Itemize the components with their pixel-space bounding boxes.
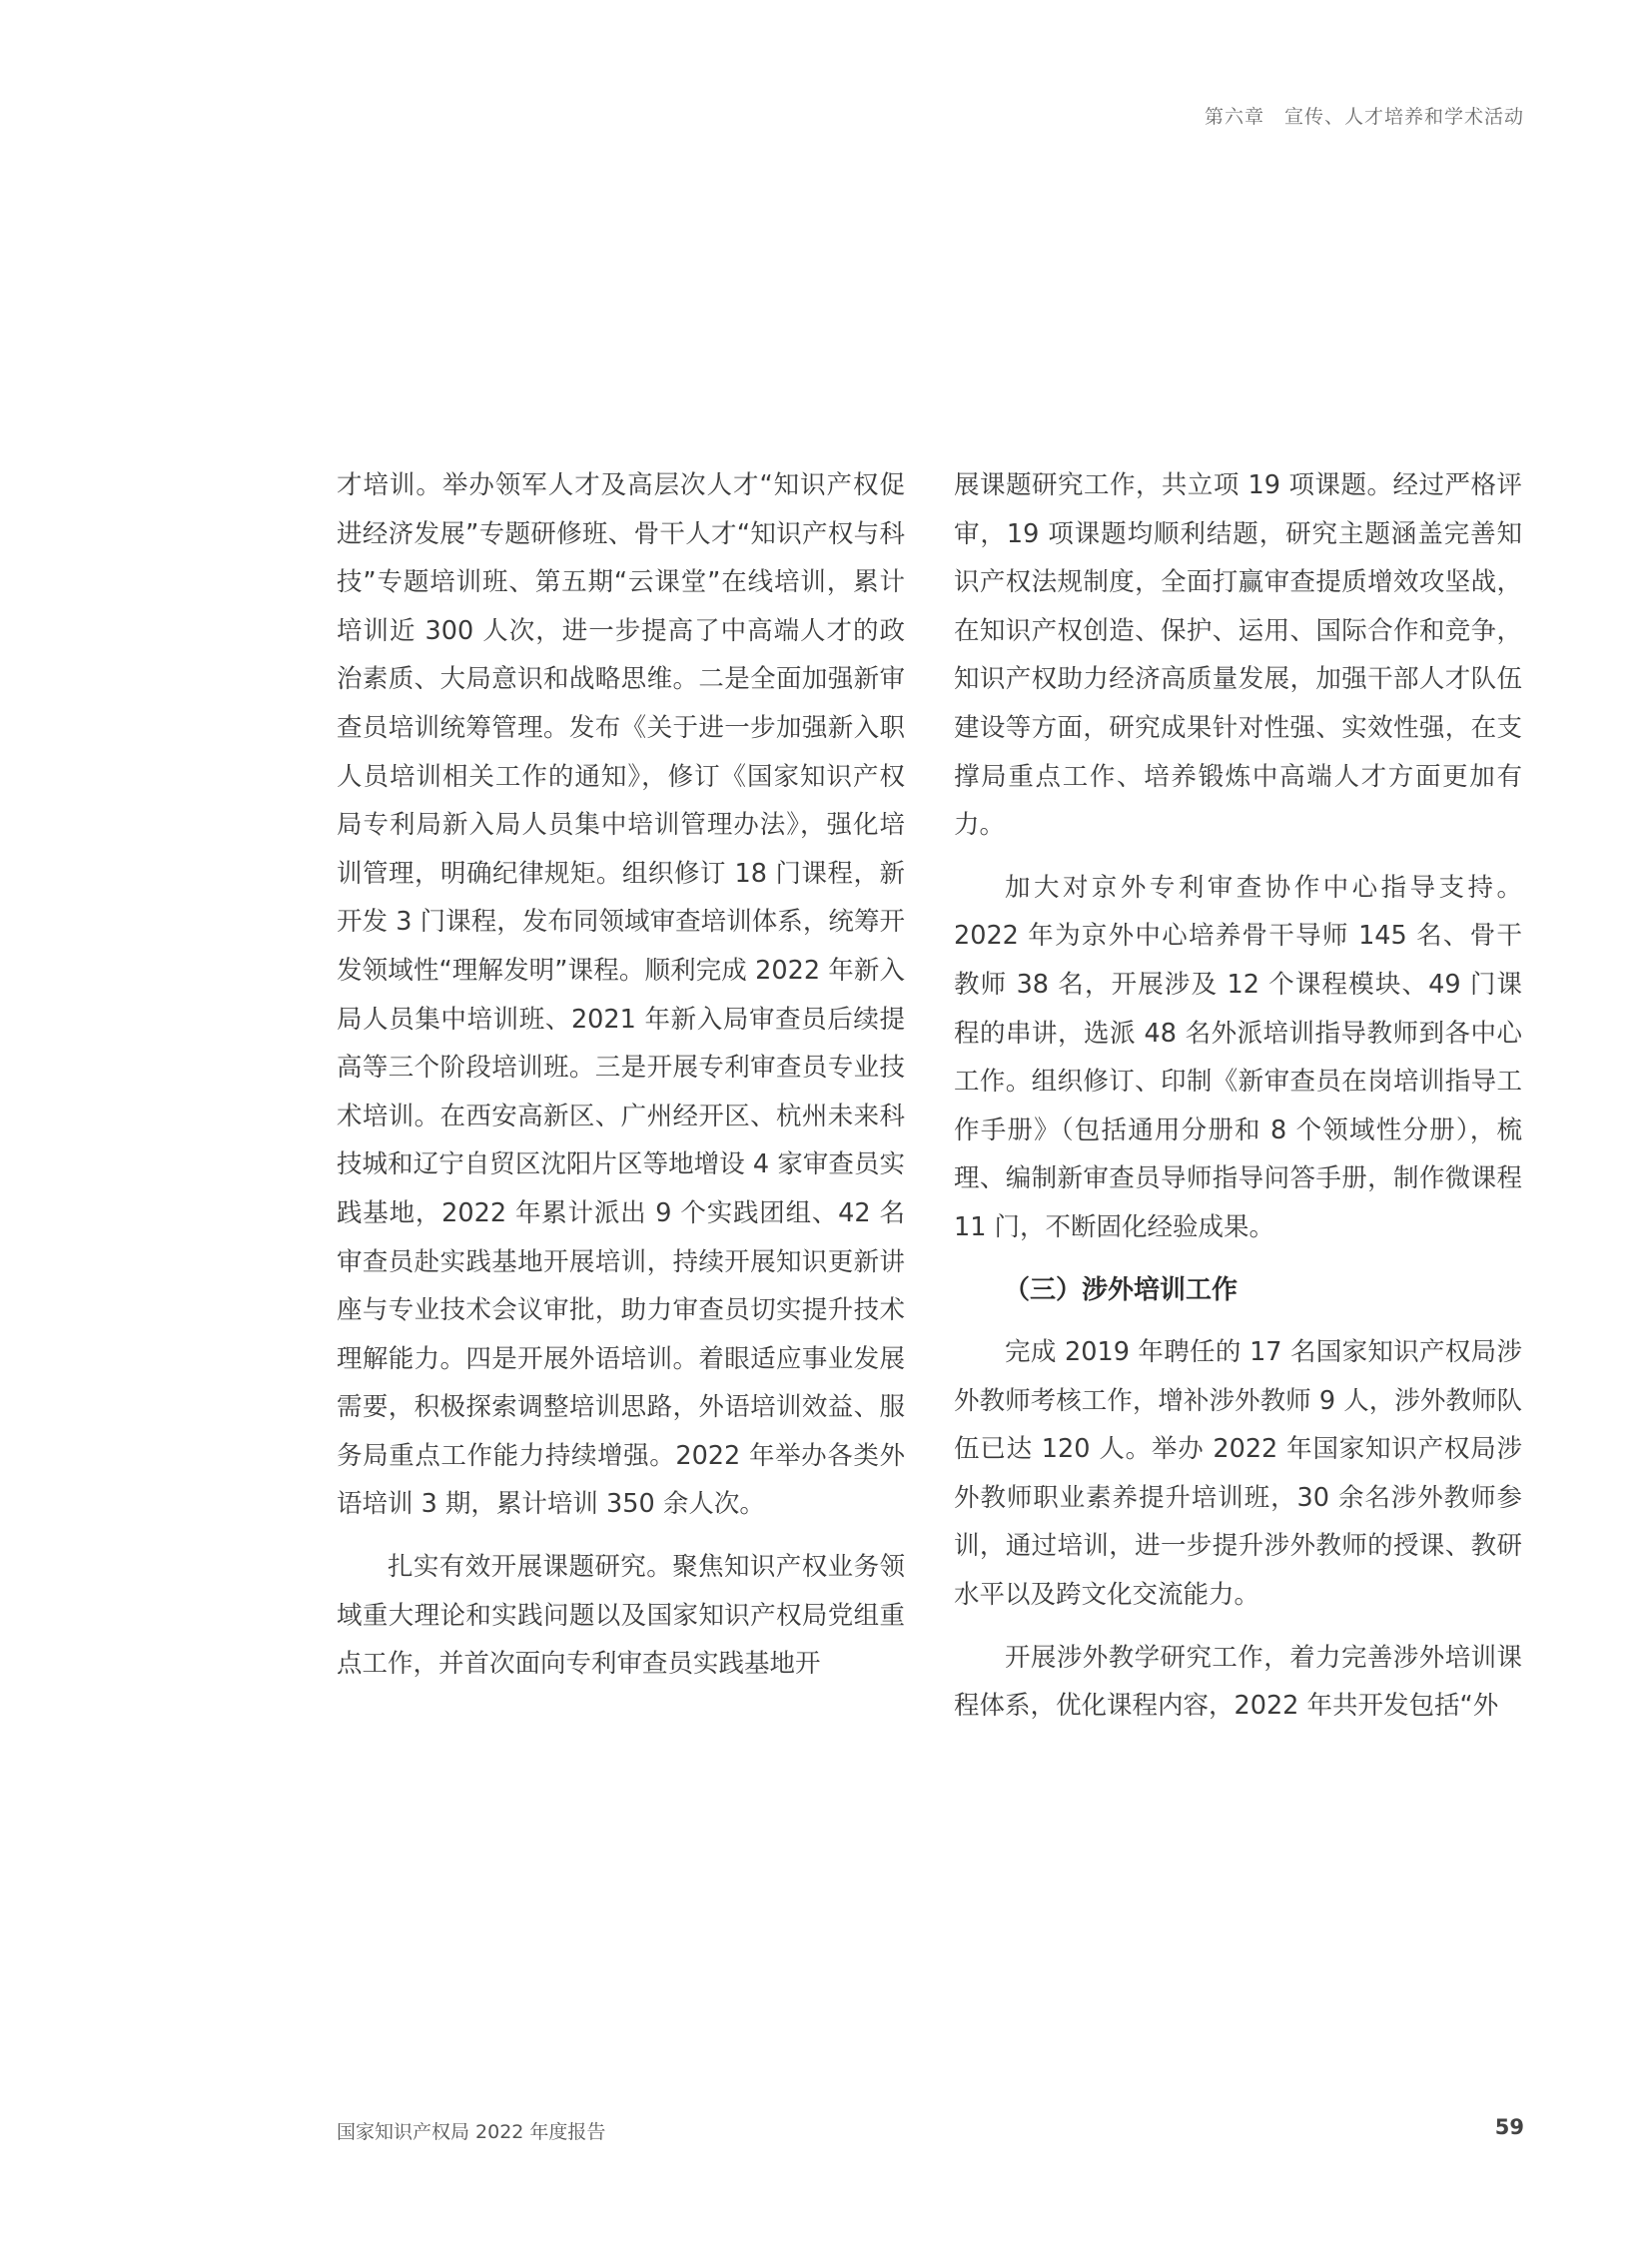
section-heading: （三）涉外培训工作	[1004, 1274, 1239, 1305]
body-paragraph: 完成 2019 年聘任的 17 名国家知识产权局涉外教师考核工作，增补涉外教师 9 人，涉外教师队伍已达 120 人。举办 2022 年国家知识产权局涉外教师职业素养提升培训班，30 余名涉外教师参训，通过培训，进一步提升涉外教师的授课、教研水平以及跨文化交流能力。	[954, 1337, 1522, 1611]
body-paragraph: 才培训。举办领军人才及高层次人才“知识产权促进经济发展”专题研修班、骨干人才“知识产权与科技”专题培训班、第五期“云课堂”在线培训，累计培训近 300 人次，进一步提高了中高端人才的政治素质、大局意识和战略思维。二是全面加强新审查员培训统筹管理。发布《关于进一步加强新入职人员培训相关工作的通知》，修订《国家知识产权局专利局新入局人员集中培训管理办法》，强化培训管理，明确纪律规矩。组织修订 18 门课程，新开发 3 门课程，发布同领域审查培训体系，统筹开发领域性“理解发明”课程。顺利完成 2022 年新入局人员集中培训班、2021 年新入局审查员后续提高等三个阶段培训班。三是开展专利审查员专业技术培训。在西安高新区、广州经开区、杭州未来科技城和辽宁自贸区沈阳片区等地增设 4 家审查员实践基地，2022 年累计派出 9 个实践团组、42 名审查员赴实践基地开展培训，持续开展知识更新讲座与专业技术会议审批，助力审查员切实提升技术理解能力。四是开展外语培训。着眼适应事业发展需要，积极探索调整培训思路，外语培训效益、服务局重点工作能力持续增强。2022 年举办各类外语培训 3 期，累计培训 350 余人次。	[337, 470, 905, 1520]
page-number: 59	[1494, 2115, 1524, 2139]
footer-publication-title: 国家知识产权局 2022 年度报告	[337, 2121, 606, 2143]
body-paragraph: 展课题研究工作，共立项 19 项课题。经过严格评审，19 项课题均顺利结题，研究主题涵盖完善知识产权法规制度，全面打赢审查提质增效攻坚战，在知识产权创造、保护、运用、国际合作和竞争，知识产权助力经济高质量发展，加强干部人才队伍建设等方面，研究成果针对性强、实效性强，在支撑局重点工作、培养锻炼中高端人才方面更加有力。	[954, 470, 1522, 841]
right-text-column	[954, 461, 1522, 1745]
body-paragraph: 加大对京外专利审查协作中心指导支持。2022 年为京外中心培养骨干导师 145 名、骨干教师 38 名，开展涉及 12 个课程模块、49 门课程的串讲，选派 48 名外派培训指导教师到各中心工作。组织修订、印制《新审查员在岗培训指导工作手册》（包括通用分册和 8 个领域性分册），梳理、编制新审查员导师指导问答手册，制作微课程 11 门，不断固化经验成果。	[954, 872, 1522, 1242]
body-paragraph: 扎实有效开展课题研究。聚焦知识产权业务领域重大理论和实践问题以及国家知识产权局党组重点工作，并首次面向专利审查员实践基地开	[337, 1552, 905, 1680]
body-paragraph: 开展涉外教学研究工作，着力完善涉外培训课程体系，优化课程内容，2022 年共开发包括“外	[954, 1642, 1522, 1722]
left-text-column	[337, 461, 905, 1703]
running-header-chapter: 第六章 宣传、人才培养和学术活动	[1204, 106, 1524, 128]
